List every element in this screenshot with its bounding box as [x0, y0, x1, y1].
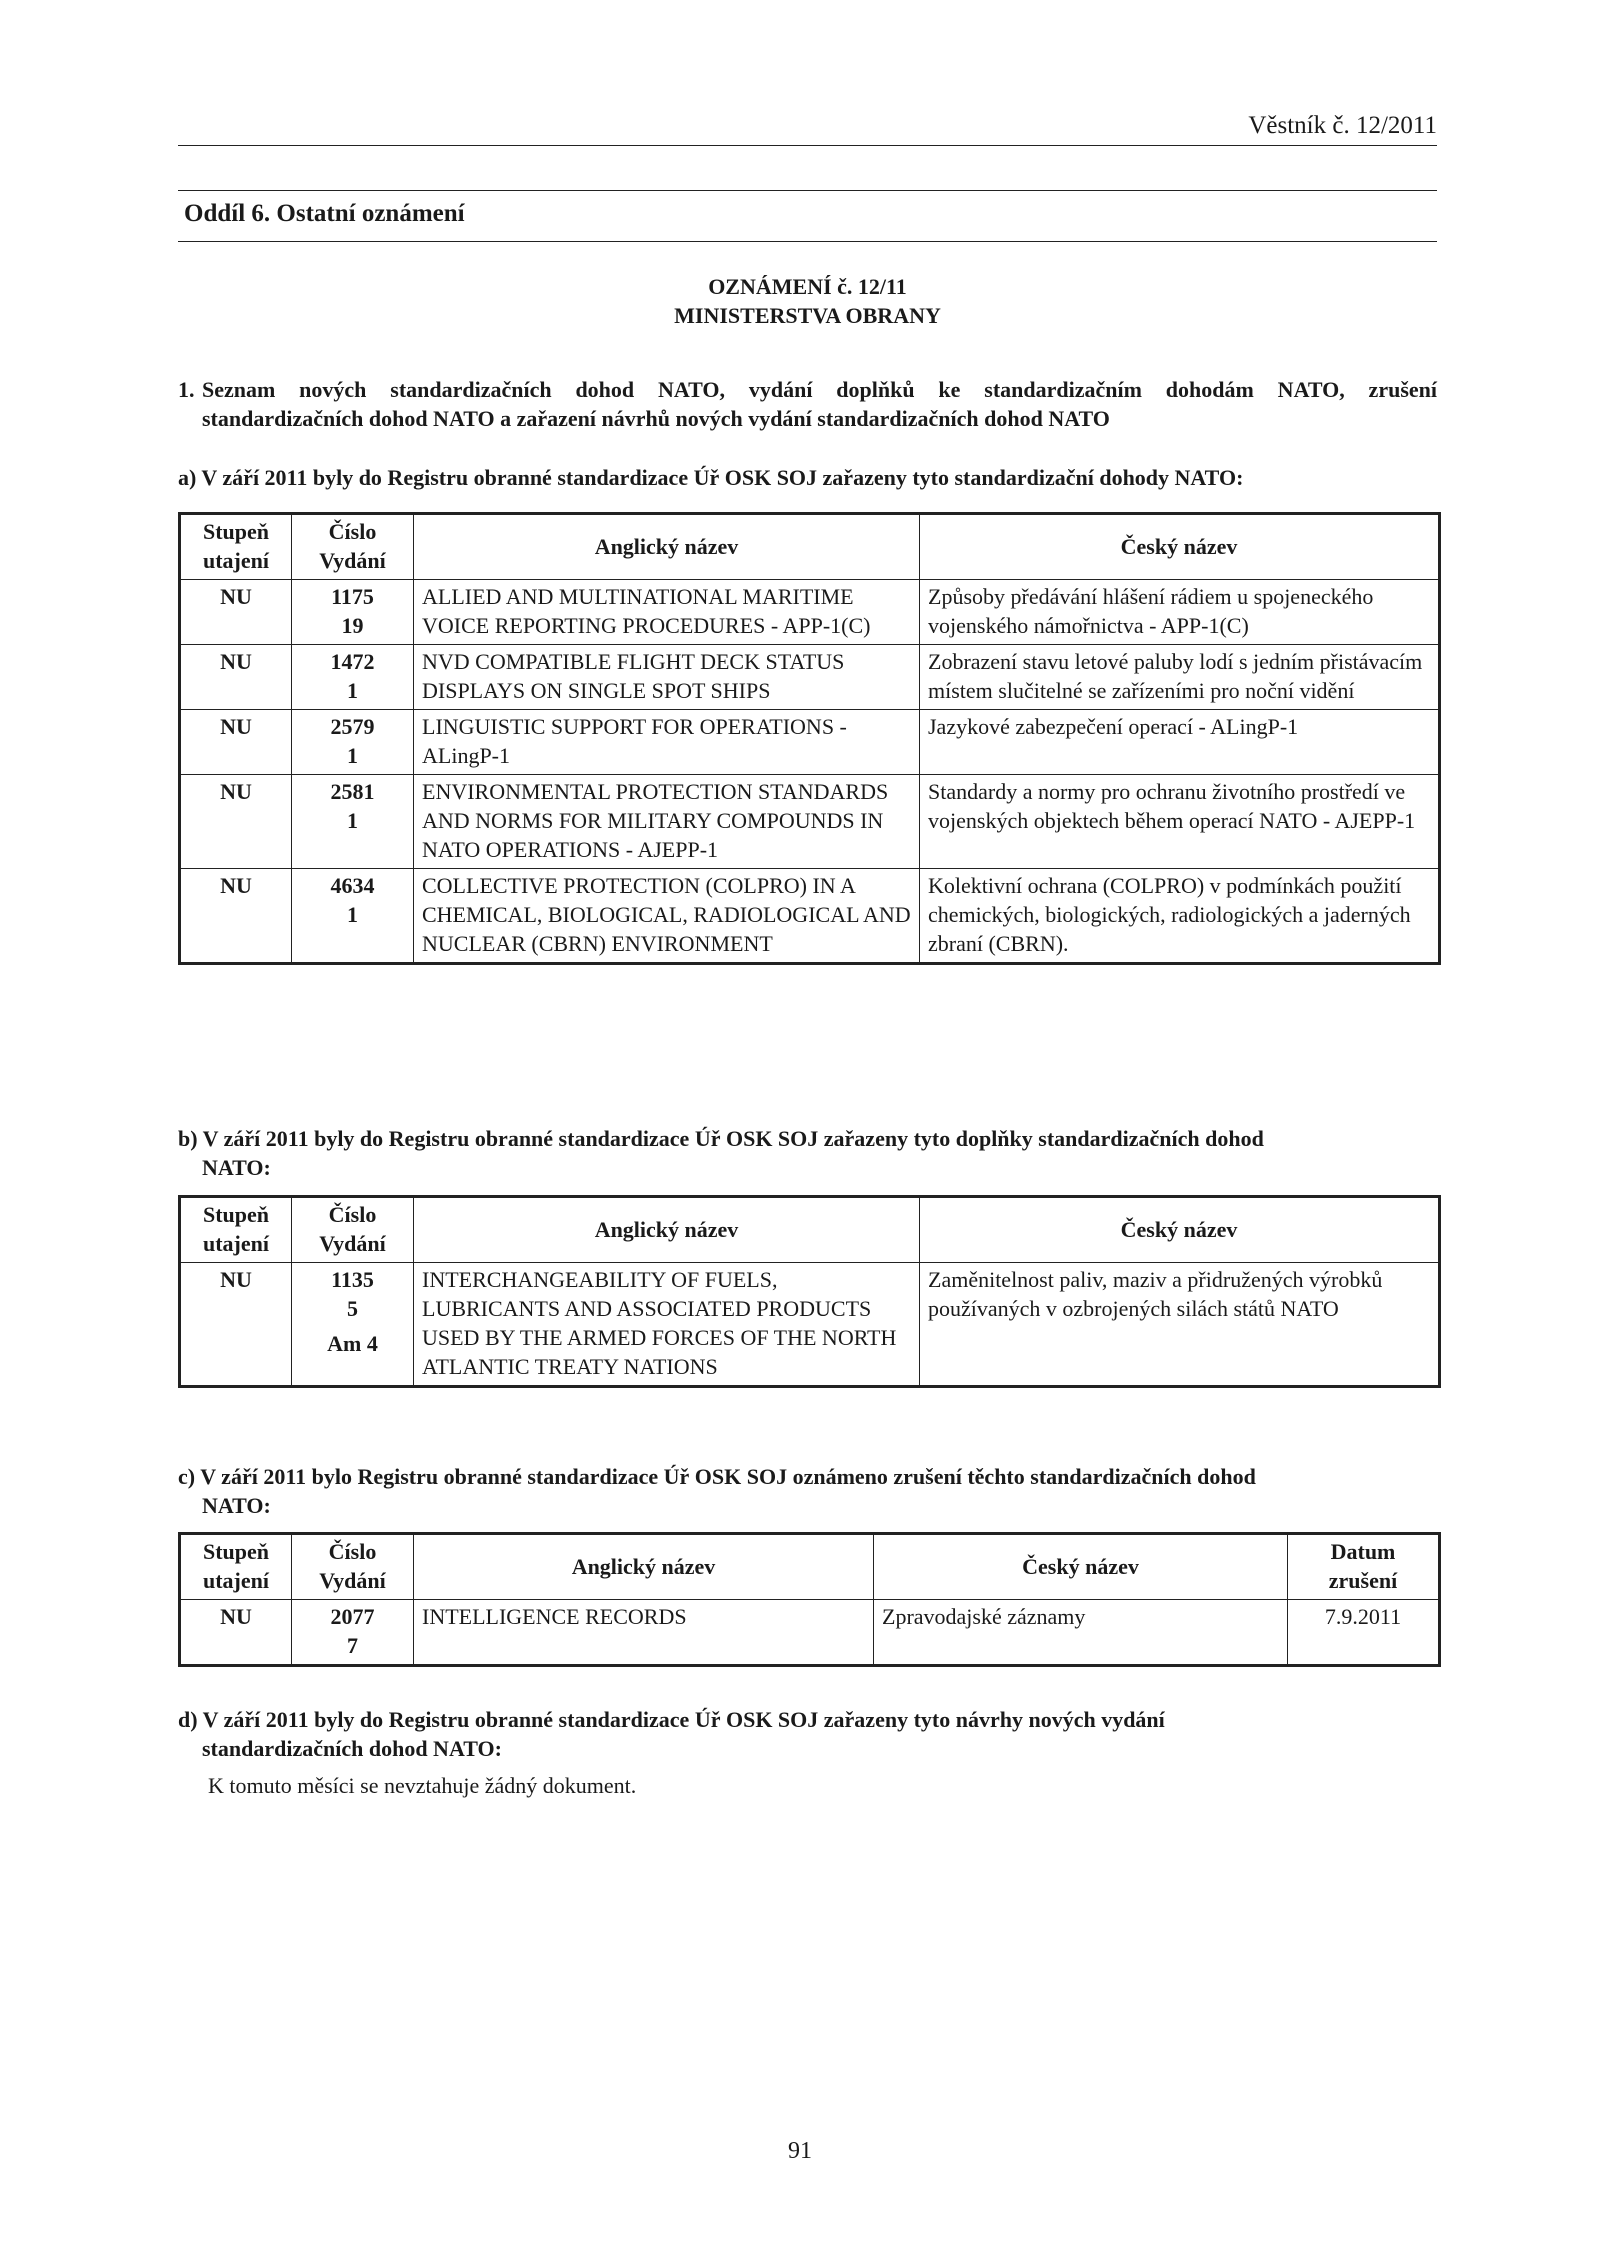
header-rule	[178, 145, 1437, 146]
cell-cz: Zobrazení stavu letové paluby lodí s jedním přistávacím místem slučitelné se zařízeními pro noční vidění	[920, 645, 1440, 710]
table-section-b	[178, 1195, 1441, 1388]
cell-cislo: 2579 1	[292, 710, 414, 775]
cell-cislo: 1175 19	[292, 580, 414, 645]
col-cislo: Číslo Vydání	[292, 514, 414, 580]
col-anglicky: Anglický název	[414, 514, 920, 580]
cell-stupen: NU	[180, 869, 292, 964]
section-header	[178, 190, 1437, 242]
cell-en: INTERCHANGEABILITY OF FUELS, LUBRICANTS AND ASSOCIATED PRODUCTS USED BY THE ARMED FORCES OF THE NORTH ATLANTIC TREATY NATIONS	[414, 1263, 920, 1387]
section-a-heading	[178, 463, 1437, 492]
table-row	[180, 1263, 1440, 1387]
running-head: Věstník č. 12/2011	[1248, 112, 1437, 139]
section-d-note: K tomuto měsíci se nevztahuje žádný dokument.	[208, 1773, 637, 1798]
col-cesky: Český název	[920, 514, 1440, 580]
section-d-heading-line2: standardizačních dohod NATO:	[202, 1736, 502, 1761]
cell-cislo: 1472 1	[292, 645, 414, 710]
col-cislo: Číslo Vydání	[292, 1197, 414, 1263]
col-cesky: Český název	[874, 1534, 1288, 1600]
section-c-heading	[178, 1462, 1437, 1520]
cell-en: LINGUISTIC SUPPORT FOR OPERATIONS - ALingP-1	[414, 710, 920, 775]
cell-cislo: 1135 5 Am 4	[292, 1263, 414, 1387]
cell-en: NVD COMPATIBLE FLIGHT DECK STATUS DISPLAYS ON SINGLE SPOT SHIPS	[414, 645, 920, 710]
table-row	[180, 580, 1440, 645]
table-row	[180, 869, 1440, 964]
cell-en: COLLECTIVE PROTECTION (COLPRO) IN A CHEMICAL, BIOLOGICAL, RADIOLOGICAL AND NUCLEAR (CBRN) ENVIRONMENT	[414, 869, 920, 964]
cell-en: ALLIED AND MULTINATIONAL MARITIME VOICE REPORTING PROCEDURES - APP-1(C)	[414, 580, 920, 645]
table-row	[180, 775, 1440, 869]
section-c-heading-line1: c) V září 2011 bylo Registru obranné standardizace Úř OSK SOJ oznámeno zrušení těchto standardizačních dohod	[178, 1464, 1256, 1489]
cell-stupen: NU	[180, 775, 292, 869]
cell-cz: Standardy a normy pro ochranu životního prostředí ve vojenských objektech během operací NATO - AJEPP-1	[920, 775, 1440, 869]
cell-cz: Zpravodajské záznamy	[874, 1600, 1288, 1666]
cell-stupen: NU	[180, 710, 292, 775]
section-c-heading-line2: NATO:	[202, 1493, 271, 1518]
cell-en: INTELLIGENCE RECORDS	[414, 1600, 874, 1666]
intro-paragraph	[178, 375, 1437, 433]
cell-cislo: 2581 1	[292, 775, 414, 869]
cell-cz: Jazykové zabezpečení operací - ALingP-1	[920, 710, 1440, 775]
cell-stupen: NU	[180, 1600, 292, 1666]
cell-cz: Zaměnitelnost paliv, maziv a přidružených výrobků používaných v ozbrojených silách států NATO	[920, 1263, 1440, 1387]
section-d-heading-line1: d) V září 2011 byly do Registru obranné standardizace Úř OSK SOJ zařazeny tyto návrhy nových vydání	[178, 1707, 1165, 1732]
notice-title-line1: OZNÁMENÍ č. 12/11	[708, 274, 907, 299]
col-cesky: Český název	[920, 1197, 1440, 1263]
cell-stupen: NU	[180, 645, 292, 710]
table-row	[180, 645, 1440, 710]
intro-number: 1.	[178, 377, 195, 402]
table-section-a	[178, 512, 1441, 965]
cell-datum: 7.9.2011	[1288, 1600, 1440, 1666]
col-datum: Datum zrušení	[1288, 1534, 1440, 1600]
cell-stupen: NU	[180, 1263, 292, 1387]
intro-line2: standardizačních dohod NATO a zařazení návrhů nových vydání standardizačních dohod NATO	[202, 406, 1110, 431]
col-anglicky: Anglický název	[414, 1197, 920, 1263]
col-stupen: Stupeň utajení	[180, 1534, 292, 1600]
table-row	[180, 1600, 1440, 1666]
page-number: 91	[788, 2138, 812, 2164]
cell-en: ENVIRONMENTAL PROTECTION STANDARDS AND NORMS FOR MILITARY COMPOUNDS IN NATO OPERATIONS - AJEPP-1	[414, 775, 920, 869]
col-cislo: Číslo Vydání	[292, 1534, 414, 1600]
notice-title	[178, 272, 1437, 330]
col-stupen: Stupeň utajení	[180, 1197, 292, 1263]
cell-stupen: NU	[180, 580, 292, 645]
notice-title-line2: MINISTERSTVA OBRANY	[674, 303, 941, 328]
section-b-heading-line1: b) V září 2011 byly do Registru obranné standardizace Úř OSK SOJ zařazeny tyto doplňky standardizačních dohod	[178, 1126, 1264, 1151]
section-title: Oddíl 6. Ostatní oznámení	[184, 200, 465, 227]
col-stupen: Stupeň utajení	[180, 514, 292, 580]
cell-cz: Způsoby předávání hlášení rádiem u spojeneckého vojenského námořnictva - APP-1(C)	[920, 580, 1440, 645]
cell-cislo: 2077 7	[292, 1600, 414, 1666]
table-row	[180, 710, 1440, 775]
table-section-c	[178, 1532, 1441, 1667]
cell-cz: Kolektivní ochrana (COLPRO) v podmínkách použití chemických, biologických, radiologických a jaderných zbraní (CBRN).	[920, 869, 1440, 964]
cell-amendment: Am 4	[327, 1331, 378, 1356]
col-anglicky: Anglický název	[414, 1534, 874, 1600]
section-d-heading	[178, 1705, 1437, 1763]
cell-cislo: 4634 1	[292, 869, 414, 964]
section-b-heading-line2: NATO:	[202, 1155, 271, 1180]
intro-line1: Seznam nových standardizačních dohod NATO, vydání doplňků ke standardizačním dohodám NATO, zrušení	[202, 377, 1437, 402]
section-b-heading	[178, 1124, 1437, 1182]
section-a-heading-text: a) V září 2011 byly do Registru obranné standardizace Úř OSK SOJ zařazeny tyto standardizační dohody NATO:	[178, 465, 1244, 490]
